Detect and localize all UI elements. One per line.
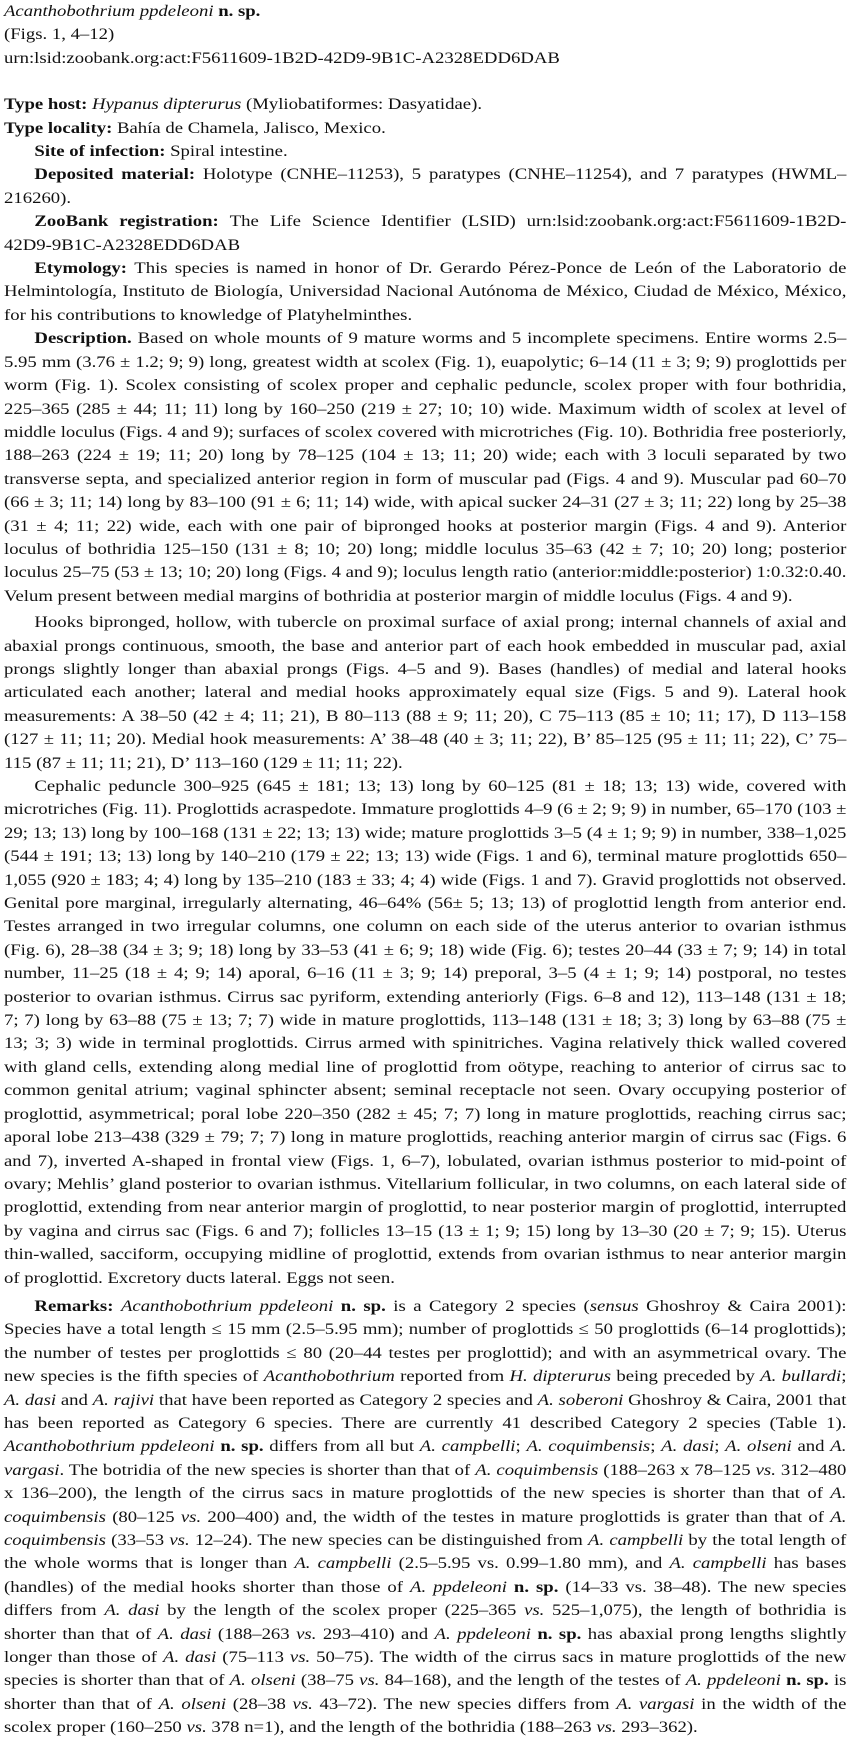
document-page [4,0,846,1740]
text-run: Cephalic peduncle 300–925 (645 ± 181; 13; 13) long by 60–125 (81 ± 18; 13; 13) wide, covered with microtriches (Fig. 11). Proglottids acraspedote. Immature proglottids 4–9 (6 ± 2; 9; 9) in number, 65–170 (103 ± 29; 13; 13) long by 100–168 (131 ± 22; 13; 13) wide; mature proglottids 3–5 (4 ± 1; 9; 9) in number, 338–1,025 (544 ± 191; 13; 13) long by 140–210 (179 ± 22; 13; 13) wide (Figs. 1 and 6), terminal mature proglottids 650–1,055 (920 ± 183; 4; 4) long by 135–210 (183 ± 33; 4; 4) wide (Figs. 1 and 7). Gravid proglottids not observed. Genital pore marginal, irregularly alternating, 46–64% (56± 5; 13; 13) of proglottid length from anterior end. Testes arranged in two irregular columns, one column on each side of the uterus anterior to ovarian isthmus (Fig. 6), 28–38 (34 ± 3; 9; 18) long by 33–53 (41 ± 6; 9; 18) wide (Fig. 6); testes 20–44 (33 ± 7; 9; 14) in total number, 11–25 (18 ± 4; 9; 14) aporal, 6–16 (11 ± 3; 9; 14) preporal, 3–5 (4 ± 1; 9; 14) postporal, no testes posterior to ovarian isthmus. Cirrus sac pyriform, extending anteriorly (Figs. 6–8 and 12), 113–148 (131 ± 18; 7; 7) long by 63–88 (75 ± 13; 7; 7) wide in mature proglottids, 113–148 (131 ± 18; 3; 3) long by 63–88 (75 ± 13; 3; 3) wide in terminal proglottids. Cirrus armed with spinitriches. Vagina relatively thick walled covered with gland cells, extending along medial line of proglottid from oötype, reaching to anterior of cirrus sac to common genital atrium; vaginal sphincter absent; seminal receptacle not seen. Ovary occupying posterior of proglottid, asymmetrical; poral lobe 220–350 (282 ± 45; 7; 7) long in mature proglottids, reaching cirrus sac; aporal lobe 213–438 (329 ± 79; 7; 7) long in mature proglottids, reaching anterior margin of cirrus sac (Figs. 6 and 7), inverted A-shaped in frontal view (Figs. 1, 6–7), lobulated, ovarian isthmus posterior to mid-point of ovary; Mehlis’ gland posterior to ovarian isthmus. Vitellarium follicular, in two columns, on each lateral side of proglottid, extending from near anterior margin of proglottid, to near posterior margin of proglottid, interrupted by vagina and cirrus sac (Figs. 6 and 7); follicles 13–15 (13 ± 1; 9; 15) long by 13–30 (20 ± 7; 9; 15). Uterus thin-walled, sacciform, occupying midline of proglottid, extends from ovarian isthmus to near anterior margin of proglottid. Excretory ducts lateral. Eggs not seen. [4,778,847,1287]
italic-text: A. dasi [4,1391,57,1409]
text-run: urn:lsid:zoobank.org:act:F5611609-1B2D-42D9-9B1C-A2328EDD6DAB [4,49,560,67]
text-run: is a Category 2 species ( [385,1297,590,1315]
bold-text: Deposited material: [34,166,203,184]
text-run: (Figs. 1, 4–12) [4,26,115,44]
text-run: ; [515,1438,527,1456]
paragraph [4,210,846,257]
text-run: (2.5–5.95 vs. 0.99–1.80 mm), and [391,1555,670,1573]
text-run: that have been reported as Category 2 species and [154,1391,538,1409]
italic-text: A. campbelli [294,1555,392,1573]
species-description-body [4,93,846,1739]
bold-text: Type host: [4,96,93,114]
text-run: differs from all but [263,1438,420,1456]
text-run: 525–1,075), the length of bothridia is shorter than that of [4,1602,847,1643]
paragraph [4,93,846,116]
text-run: The Life Science Identifier (LSID) urn:lsid:zoobank.org:act:F5611609-1B2D-42D9-9B1C-A2328EDD6DAB [4,213,847,254]
italic-text: vs. [755,1461,776,1479]
paragraph [4,1295,846,1740]
italic-text: A. bullardi [760,1368,842,1386]
bold-text: Site of infection: [34,143,171,161]
text-run: 312–480 x 136–200), the length of the cirrus sacs in mature proglottids of the new species is shorter than that of [4,1461,847,1503]
text-run: is shorter than that of [4,1672,847,1713]
spacer [4,70,846,93]
italic-text: A. coquimbensis [475,1461,599,1479]
text-run: 293–410) and [316,1625,435,1643]
text-run: reported from [394,1368,510,1386]
bold-text: Description. [34,330,138,348]
text-run: by the total length of the whole worms that is longer than [4,1532,847,1573]
text-run: ; [650,1438,662,1456]
italic-text: A. olseni [725,1438,792,1456]
text-run: This species is named in honor of Dr. Gerardo Pérez-Ponce de León of the Laboratorio de Helmintología, Instituto de Biología, Universidad Nacional Autónoma de México, Ciudad de México, México, for his contributions to knowledge of Platyhelminthes. [4,260,847,324]
italic-text: vs. [596,1719,617,1737]
italic-text: vs. [180,1508,202,1526]
text-run: ; [714,1438,726,1456]
paragraph [4,327,846,608]
text-run: has abaxial prong lengths slightly longer than those of [4,1625,847,1667]
text-run: (188–263 [211,1625,297,1643]
italic-text: A. coquimbensis [4,1508,847,1549]
italic-text: A. rajivi [92,1391,155,1409]
text-run: Spiral intestine. [170,143,288,161]
text-run: 50–75). The width of the cirrus sacs in mature proglottids of the new species is shorter than that of [4,1649,847,1690]
text-run: ; [841,1368,847,1386]
species-title [4,0,846,23]
text-run: (28–38 [226,1695,293,1713]
italic-text: Acanthobothrium ppdeleoni [4,3,214,20]
italic-text: A. campbelli [419,1438,516,1456]
italic-text: Acanthobothrium [263,1368,395,1386]
species-header [4,0,846,70]
text-run: has bases (handles) of the medial hooks shorter than those of [4,1555,847,1596]
italic-text: vs. [186,1719,207,1737]
italic-text: A. dasi [104,1602,160,1620]
text-run: Based on whole mounts of 9 mature worms and 5 incomplete specimens. Entire worms 2.5–5.95 mm (3.76 ± 1.2; 9; 9) long, greatest width at scolex (Fig. 1), euapolytic; 6–14 (11 ± 3; 9; 9) proglottids per worm (Fig. 1). Scolex consisting of scolex proper and cephalic peduncle, scolex proper with four bothridia, 225–365 (285 ± 44; 11; 11) long by 160–250 (219 ± 27; 10; 10) wide. Maximum width of scolex at level of middle loculus (Figs. 4 and 9); surfaces of scolex covered with microtriches (Fig. 10). Bothridia free posteriorly, 188–263 (224 ± 19; 11; 20) long by 78–125 (104 ± 13; 11; 20) wide; each with 3 loculi separated by two transverse septa, and specialized anterior region in form of muscular pad (Figs. 4 and 9). Muscular pad 60–70 (66 ± 3; 11; 14) long by 83–100 (91 ± 6; 11; 14) wide, with apical sucker 24–31 (27 ± 3; 11; 22) long by 25–38 (31 ± 4; 11; 22) wide, each with one pair of bipronged hooks at posterior margin (Figs. 4 and 9). Anterior loculus of bothridia 125–150 (131 ± 8; 10; 20) long; middle loculus 35–63 (42 ± 7; 10; 20) long; posterior loculus 25–75 (53 ± 13; 10; 20) long (Figs. 4 and 9); loculus length ratio (anterior:middle:posterior) 1:0.32:0.40. Velum present between medial margins of bothridia at posterior margin of middle loculus (Figs. 4 and 9). [4,330,847,605]
italic-text: vs. [292,1695,313,1713]
italic-text: A. dasi [163,1649,217,1667]
bold-text: n. sp. [213,3,261,20]
text-run: in the width of the scolex proper (160–250 [4,1695,847,1737]
italic-text: vs. [289,1649,311,1667]
text-run: . The botridia of the new species is shorter than that of [59,1461,476,1479]
text-run: 293–362). [616,1719,698,1737]
text-run: by the length of the scolex proper (225–365 [159,1602,525,1620]
italic-text: A. ppdeleoni [685,1672,781,1690]
paragraph [4,257,846,327]
paragraph [4,775,846,1290]
text-run: 43–72). The new species differs from [312,1695,617,1713]
bold-text: n. sp. [333,1297,386,1315]
text-run: (188–263 x 78–125 [598,1461,756,1479]
bold-text: Etymology: [34,260,135,278]
bold-text: n. sp. [506,1578,559,1596]
bold-text: n. sp. [530,1625,582,1643]
text-run: (14–33 vs. 38–48). The new species differs from [4,1578,847,1620]
text-run: and [56,1391,93,1409]
text-run: and [791,1438,831,1456]
italic-text: A. ppdeleoni [434,1625,531,1643]
figures-reference [4,23,846,46]
text-run: (Myliobatiformes: Dasyatidae). [241,96,482,114]
text-run: (75–113 [216,1649,290,1667]
italic-text: vs. [359,1672,380,1690]
italic-text: Acanthobothrium ppdeleoni [120,1297,334,1315]
italic-text: A. coquimbensis [526,1438,651,1456]
italic-text: A. dasi [157,1625,212,1643]
italic-text: sensus [589,1297,639,1315]
text-run: Ghoshroy & Caira, 2001 that has been reported as Category 6 species. There are currently 41 described Category 2 species (Table 1). [4,1391,847,1432]
bold-text: n. sp. [780,1672,829,1690]
text-run: 12–24). The new species can be distinguished from [189,1532,589,1549]
italic-text: A. olseni [158,1695,227,1713]
paragraph [4,163,846,210]
text-run: Hooks bipronged, hollow, with tubercle on proximal surface of axial prong; internal channels of axial and abaxial prongs continuous, smooth, the base and anterior part of each hook embedded in muscular pad, axial prongs slightly longer than abaxial prongs (Figs. 4–5 and 9). Bases (handles) of medial and lateral hooks articulated each another; lateral and medial hooks approximately equal size (Figs. 5 and 9). Lateral hook measurements: A 38–50 (42 ± 4; 11; 21), B 80–113 (88 ± 9; 11; 20), C 75–113 (85 ± 10; 11; 17), D 113–158 (127 ± 11; 11; 20). Medial hook measurements: A’ 38–48 (40 ± 3; 11; 22), B’ 85–125 (95 ± 11; 11; 22), C’ 75–115 (87 ± 11; 11; 21), D’ 113–160 (129 ± 11; 11; 22). [4,614,847,772]
text-run: (38–75 [295,1672,360,1690]
text-run: Ghoshroy & Caira 2001): Species have a total length ≤ 15 mm (2.5–5.95 mm); number of proglottids ≤ 50 proglottids (6–14 proglottids); the number of testes per proglottids ≤ 80 (20–44 testes per proglottid); and with an asymmetrical ovary. The new species is the fifth species of [4,1297,847,1386]
text-run: Holotype (CNHE–11253), 5 paratypes (CNHE–11254), and 7 paratypes (HWML–216260). [4,166,847,207]
text-run: 84–168), and the length of the testes of [379,1672,686,1690]
bold-text: Type locality: [4,119,117,137]
italic-text: Acanthobothrium ppdeleoni [4,1438,215,1456]
italic-text: A. coquimbensis [4,1485,847,1526]
italic-text: vs. [296,1625,317,1643]
zoobank-lsid [4,47,846,70]
text-run: (33–53 [105,1532,170,1549]
italic-text: H. dipterurus [509,1368,612,1386]
italic-text: A. campbelli [588,1532,684,1549]
italic-text: A. dasi [661,1438,715,1456]
bold-text: ZooBank registration: [34,213,230,231]
italic-text: A. vargasi [616,1695,695,1713]
paragraph [4,117,846,140]
text-run: 378 n=1), and the length of the bothridia (188–263 [206,1719,597,1737]
paragraph [4,140,846,163]
text-run: 200–400) and, the width of the testes in mature proglottids is grater than that of [201,1508,831,1526]
italic-text: A. soberoni [537,1391,624,1409]
italic-text: Hypanus dipterurus [92,96,242,114]
italic-text: A. ppdeleoni [410,1578,507,1596]
italic-text: A. campbelli [669,1555,767,1573]
italic-text: A. olseni [229,1672,296,1690]
text-run: (80–125 [105,1508,181,1526]
text-run: being preceded by [611,1368,761,1386]
italic-text: A. vargasi [4,1438,847,1479]
paragraph [4,611,846,775]
italic-text: vs. [169,1532,190,1549]
italic-text: vs. [524,1602,545,1620]
bold-text: Remarks: [34,1297,121,1315]
text-run: Bahía de Chamela, Jalisco, Mexico. [116,119,386,137]
bold-text: n. sp. [214,1438,264,1456]
